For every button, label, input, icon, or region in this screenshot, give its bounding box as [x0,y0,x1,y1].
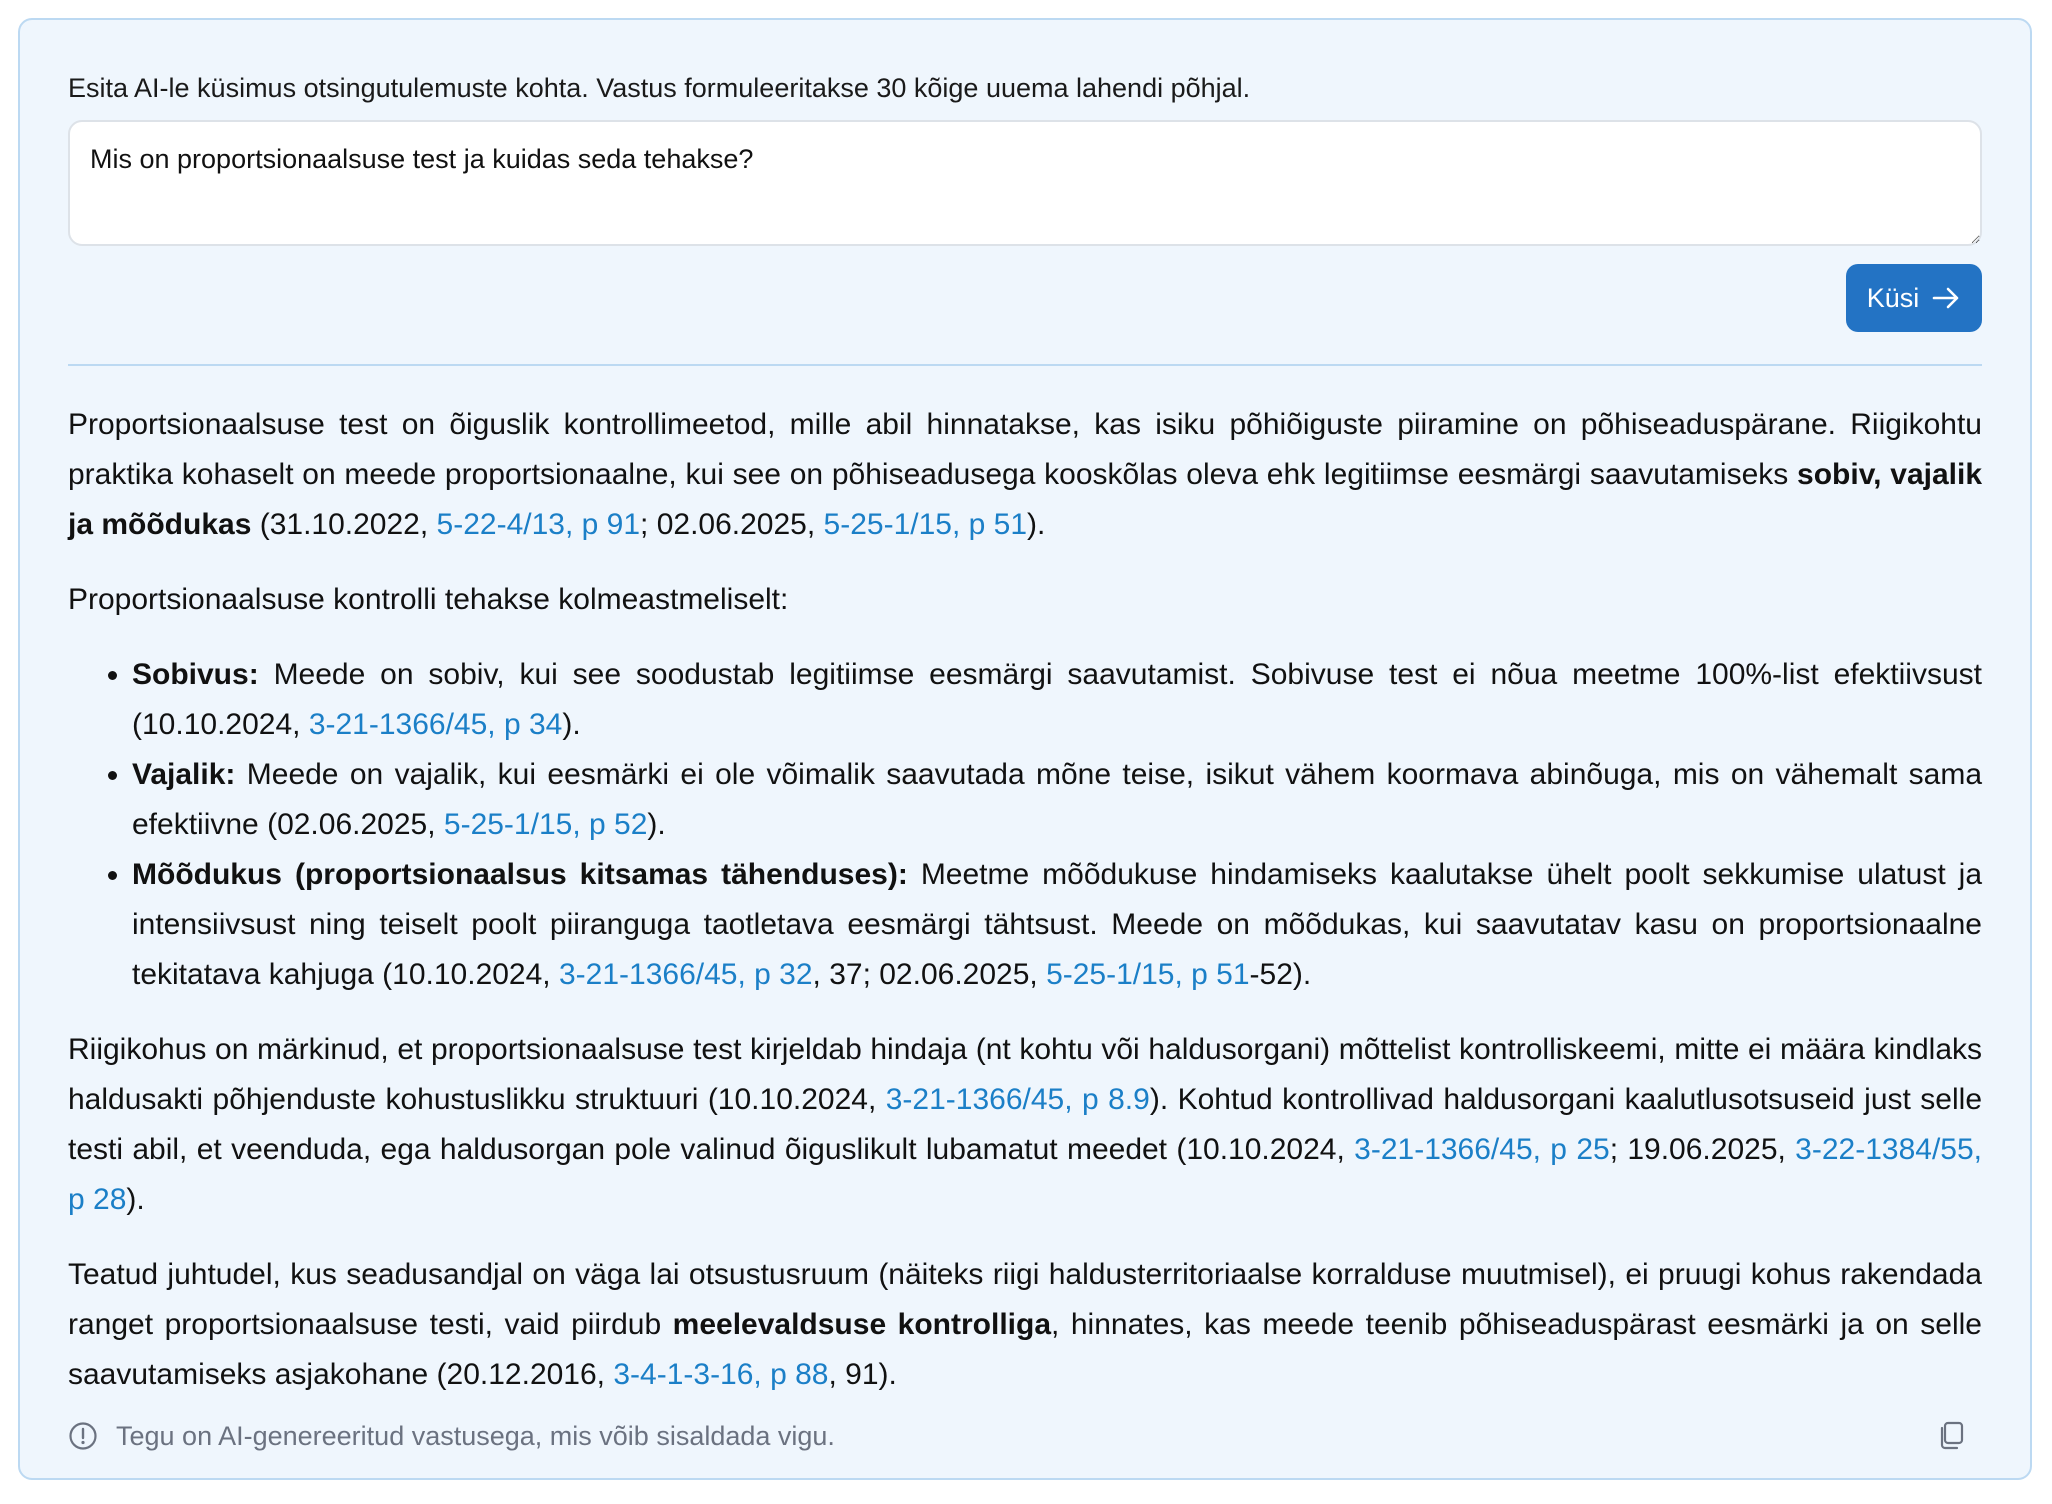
panel-content [68,20,1982,1478]
intro-text: Esita AI-le küsimus otsingutulemuste kohta. Vastus formuleeritakse 30 kõige uuema lahendi põhjal. [68,73,1251,103]
bold-text: meelevaldsuse kontrolliga [672,1308,1051,1341]
text-span: Meetme mõõdukuse hindamiseks kaalutakse ühelt poolt sekkumise ulatust ja intensiivsust ning teiselt poolt piiranguga taotletava eesmärgi tähtsust. Meede on mõõdukas, kui saavutatav kasu on proportsionaalne tekitatava kahjuga (10.10.2024, [132,858,1983,991]
disclaimer-text: Tegu on AI-genereeritud vastusega, mis võib sisaldada vigu. [116,1420,835,1451]
disclaimer-footer [68,1416,1982,1456]
text-span: (31.10.2022, [251,508,437,541]
text-span: Meede on sobiv, kui see soodustab legitiimse eesmärgi saavutamist. Sobivuse test ei nõua meetme 100%-list efektiivsust (10.10.2024, [132,658,1982,741]
text-span: ). [647,808,666,841]
citation-link[interactable]: 5-22-4/13, p 91 [436,508,641,541]
exclamation-circle-icon [68,1421,98,1451]
ask-button-label: Küsi [1866,282,1920,313]
citation-link[interactable]: 3-4-1-3-16, p 88 [613,1358,829,1391]
answer-paragraph [68,400,1982,550]
citation-link[interactable]: 3-21-1366/45, p 8.9 [885,1083,1150,1116]
list-item-term: Sobivus: [132,658,259,691]
citation-link[interactable]: 3-21-1366/45, p 32 [558,958,813,991]
citation-link[interactable]: 5-25-1/15, p 51 [1046,958,1250,991]
answer-paragraph [68,1025,1982,1225]
text-span: , hinnates, kas meede teenib põhiseaduspärast eesmärki ja on selle saavutamiseks asjakohane (20.12.2016, [68,1308,1982,1391]
arrow-right-icon [1931,286,1961,310]
text-span: Teatud juhtudel, kus seadusandjal on väga lai otsustusruum (näiteks riigi haldusterritoriaalse korralduse muutmisel), ei pruugi kohus rakendada ranget proportsionaalsuse testi, vaid piirdub [68,1258,1982,1341]
citation-link[interactable]: 3-21-1366/45, p 34 [308,708,563,741]
list-item [132,750,1982,850]
question-input[interactable] [68,120,1982,246]
text-span: , 91). [828,1358,897,1391]
text-span: ; 19.06.2025, [1609,1133,1796,1166]
text-span: ). Kohtud kontrollivad haldusorgani kaalutlusotsuseid just selle testi abil, et veenduda, ega haldusorgan pole valinud õiguslikult lubamatut meedet (10.10.2024, [68,1083,1983,1166]
divider [68,364,1982,366]
copy-icon[interactable] [1936,1420,1966,1452]
answer-paragraph [68,1250,1982,1400]
citation-link[interactable]: 5-25-1/15, p 52 [443,808,648,841]
ai-answer-panel [18,18,2032,1480]
bold-text: sobiv, vajalik ja mõõdukas [68,458,1982,541]
ask-button[interactable] [1846,264,1982,332]
text-span: Proportsionaalsuse test on õiguslik kontrollimeetod, mille abil hinnatakse, kas isiku põhiõiguste piiramine on põhiseaduspärane. Riigikohtu praktika kohaselt on meede proportsionaalne, kui see on põhiseadusega kooskõlas oleva ehk legitiimse eesmärgi saavutamiseks [68,408,1982,491]
citation-link[interactable]: 3-22-1384/55, p 28 [68,1133,1982,1216]
text-span: ). [126,1183,145,1216]
citation-link[interactable]: 3-21-1366/45, p 25 [1354,1133,1610,1166]
answer-text [68,400,1982,1425]
text-span: , 37; 02.06.2025, [812,958,1047,991]
list-item [132,650,1982,750]
steps-list [68,650,1982,1000]
list-item-term: Vajalik: [132,758,236,791]
text-span: ). [1027,508,1046,541]
text-span: -52). [1249,958,1312,991]
text-span: ). [562,708,581,741]
text-span: Riigikohus on märkinud, et proportsionaalsuse test kirjeldab hindaja (nt kohtu või haldusorgani) mõttelist kontrolliskeemi, mitte ei määra kindlaks haldusakti põhjenduste kohustuslikku struktuuri (10.10.2024, [68,1033,1982,1116]
citation-link[interactable]: 5-25-1/15, p 51 [823,508,1028,541]
list-item [132,850,1982,1000]
answer-paragraph: Proportsionaalsuse kontrolli tehakse kolmeastmeliselt: [68,583,789,616]
list-item-term: Mõõdukus (proportsionaalsus kitsamas tähenduses): [132,858,908,891]
text-span: ; 02.06.2025, [640,508,824,541]
text-span: Meede on vajalik, kui eesmärki ei ole võimalik saavutada mõne teise, isikut vähem koormava abinõuga, mis on vähemalt sama efektiivne (02.06.2025, [132,758,1982,841]
